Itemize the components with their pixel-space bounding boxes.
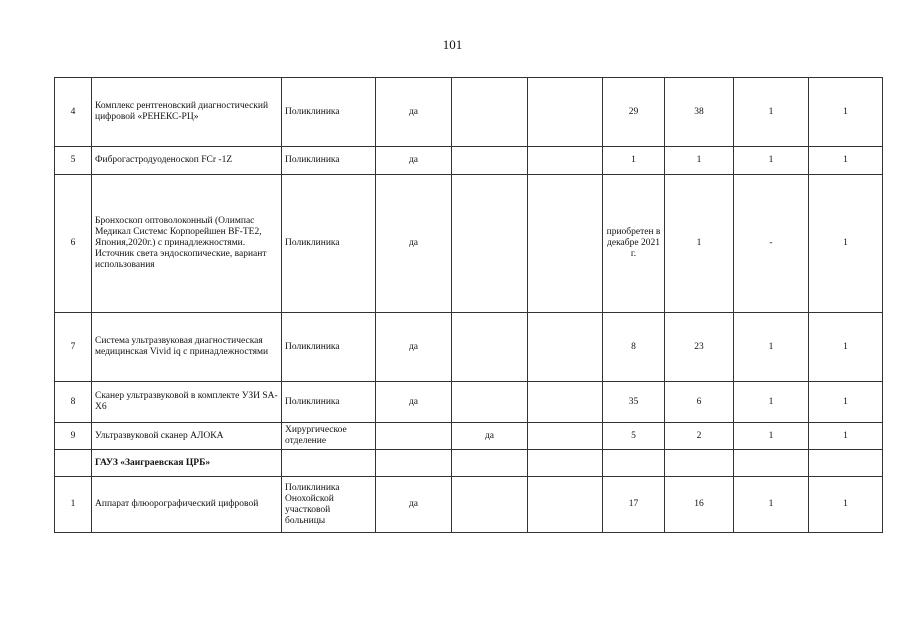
- table-row: [55, 78, 883, 147]
- section-num-cell: [55, 450, 92, 477]
- cell-a: да: [376, 147, 452, 175]
- table-row: [55, 477, 883, 533]
- cell-e: 23: [665, 313, 734, 382]
- row-number: 7: [55, 313, 92, 382]
- cell-f: 1: [734, 78, 809, 147]
- equipment-name: Ультразвуковой сканер АЛОКА: [92, 423, 282, 450]
- cell-a: да: [376, 78, 452, 147]
- equipment-table: [54, 77, 883, 533]
- empty-cell: [528, 450, 603, 477]
- cell-a: да: [376, 175, 452, 313]
- cell-f: -: [734, 175, 809, 313]
- cell-f: 1: [734, 477, 809, 533]
- section-heading: ГАУЗ «Заиграевская ЦРБ»: [92, 450, 282, 477]
- empty-cell: [809, 450, 883, 477]
- row-number: 8: [55, 382, 92, 423]
- equipment-name: Комплекс рентгеновский диагностический цифровой «РЕНЕКС-РЦ»: [92, 78, 282, 147]
- row-number: 4: [55, 78, 92, 147]
- empty-cell: [734, 450, 809, 477]
- cell-b: [452, 78, 528, 147]
- cell-g: 1: [809, 382, 883, 423]
- cell-b: [452, 382, 528, 423]
- cell-g: 1: [809, 147, 883, 175]
- table-row: [55, 423, 883, 450]
- empty-cell: [665, 450, 734, 477]
- department: Поликлиника: [282, 175, 376, 313]
- page-number: 101: [442, 37, 463, 52]
- table-row: [55, 313, 883, 382]
- cell-d: 5: [603, 423, 665, 450]
- cell-c: [528, 175, 603, 313]
- cell-d: 35: [603, 382, 665, 423]
- cell-b: [452, 175, 528, 313]
- equipment-name: Фиброгастродуоденоскоп FCr -1Z: [92, 147, 282, 175]
- cell-a: да: [376, 477, 452, 533]
- cell-f: 1: [734, 382, 809, 423]
- table-row: [55, 175, 883, 313]
- cell-g: 1: [809, 175, 883, 313]
- empty-cell: [452, 450, 528, 477]
- row-number: 6: [55, 175, 92, 313]
- cell-a: да: [376, 313, 452, 382]
- department: Поликлиника Онохойской участковой больницы: [282, 477, 376, 533]
- equipment-name: Сканер ультразвуковой в комплекте УЗИ SA-X6: [92, 382, 282, 423]
- cell-g: 1: [809, 78, 883, 147]
- row-number: 9: [55, 423, 92, 450]
- department: Поликлиника: [282, 78, 376, 147]
- department: Поликлиника: [282, 382, 376, 423]
- cell-e: 38: [665, 78, 734, 147]
- cell-g: 1: [809, 477, 883, 533]
- cell-d: 8: [603, 313, 665, 382]
- cell-f: 1: [734, 147, 809, 175]
- cell-b: [452, 313, 528, 382]
- empty-cell: [376, 450, 452, 477]
- cell-d: 17: [603, 477, 665, 533]
- empty-cell: [282, 450, 376, 477]
- cell-c: [528, 477, 603, 533]
- department: Поликлиника: [282, 147, 376, 175]
- cell-e: 16: [665, 477, 734, 533]
- table-row: [55, 382, 883, 423]
- cell-g: 1: [809, 423, 883, 450]
- cell-e: 1: [665, 175, 734, 313]
- cell-e: 2: [665, 423, 734, 450]
- cell-f: 1: [734, 423, 809, 450]
- cell-b: [452, 477, 528, 533]
- cell-a: да: [376, 382, 452, 423]
- cell-e: 6: [665, 382, 734, 423]
- cell-c: [528, 313, 603, 382]
- equipment-name: Бронхоскоп оптоволоконный (Олимпас Медикал Системс Корпорейшен BF-TE2, Япония,2020г.) с принадлежностями. Источник света эндоскопические, вариант использования: [92, 175, 282, 313]
- cell-e: 1: [665, 147, 734, 175]
- table-row: [55, 147, 883, 175]
- cell-g: 1: [809, 313, 883, 382]
- cell-c: [528, 423, 603, 450]
- cell-f: 1: [734, 313, 809, 382]
- equipment-name: Система ультразвуковая диагностическая медицинская Vivid iq с принадлежностями: [92, 313, 282, 382]
- cell-a: [376, 423, 452, 450]
- empty-cell: [603, 450, 665, 477]
- cell-c: [528, 382, 603, 423]
- section-heading-row: [55, 450, 883, 477]
- cell-d: 29: [603, 78, 665, 147]
- cell-b: [452, 147, 528, 175]
- cell-c: [528, 78, 603, 147]
- cell-d: 1: [603, 147, 665, 175]
- row-number: 1: [55, 477, 92, 533]
- department: Поликлиника: [282, 313, 376, 382]
- department: Хирургическое отделение: [282, 423, 376, 450]
- row-number: 5: [55, 147, 92, 175]
- cell-c: [528, 147, 603, 175]
- equipment-name: Аппарат флюорографический цифровой: [92, 477, 282, 533]
- cell-d: приобретен в декабре 2021 г.: [603, 175, 665, 313]
- cell-b: да: [452, 423, 528, 450]
